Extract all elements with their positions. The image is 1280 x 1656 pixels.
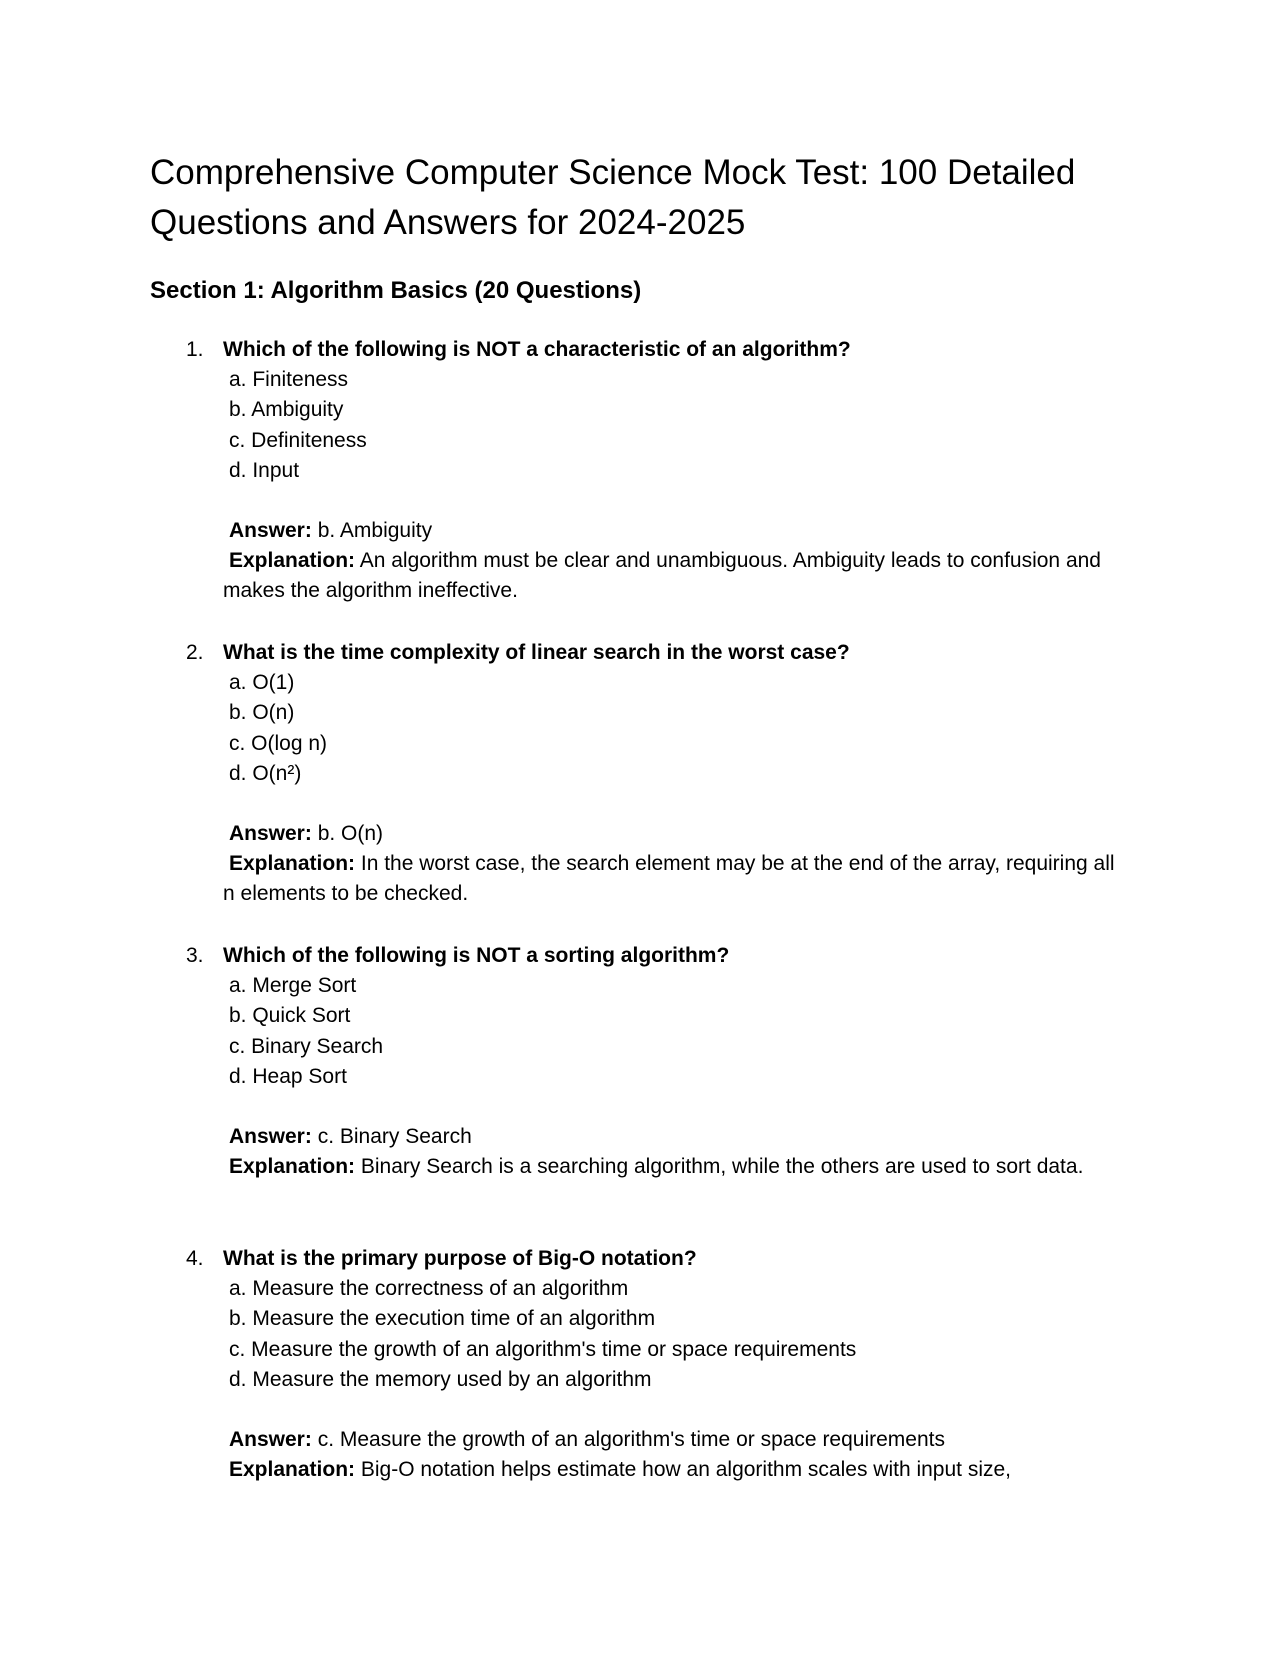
answer-label: Answer: bbox=[229, 822, 312, 845]
explanation-block bbox=[223, 1152, 1123, 1182]
answer-value: b. O(n) bbox=[317, 822, 384, 845]
answer-line bbox=[229, 1425, 945, 1455]
option-a: a. Measure the correctness of an algorithm bbox=[229, 1277, 629, 1301]
explanation-block bbox=[223, 546, 1123, 606]
question-number: 4. bbox=[186, 1247, 204, 1270]
answer-label: Answer: bbox=[229, 1428, 312, 1451]
option-d: d. Measure the memory used by an algorithm bbox=[229, 1367, 652, 1391]
option-list bbox=[229, 971, 383, 1092]
option-d: d. Input bbox=[229, 458, 300, 482]
section-heading: Section 1: Algorithm Basics (20 Questions) bbox=[150, 277, 642, 304]
explanation-label: Explanation: bbox=[229, 852, 356, 875]
explanation-text: In the worst case, the search element may be at the end of the array, requiring all n elements to be checked. bbox=[223, 852, 1115, 906]
option-b: b. Quick Sort bbox=[229, 1004, 351, 1028]
answer-line bbox=[229, 516, 432, 546]
question-text: What is the primary purpose of Big-O notation? bbox=[223, 1247, 697, 1270]
explanation-text: Binary Search is a searching algorithm, while the others are used to sort data. bbox=[360, 1155, 1084, 1178]
answer-label: Answer: bbox=[229, 519, 312, 542]
explanation-text: Big-O notation helps estimate how an algorithm scales with input size, bbox=[360, 1458, 1012, 1481]
option-c: c. Measure the growth of an algorithm's time or space requirements bbox=[229, 1337, 857, 1361]
explanation-label: Explanation: bbox=[229, 549, 356, 572]
question-number: 1. bbox=[186, 338, 204, 361]
question-number: 2. bbox=[186, 641, 204, 664]
question-text: What is the time complexity of linear search in the worst case? bbox=[223, 641, 850, 664]
option-d: d. O(n²) bbox=[229, 761, 302, 785]
option-d: d. Heap Sort bbox=[229, 1064, 347, 1088]
answer-value: b. Ambiguity bbox=[317, 519, 433, 542]
option-list bbox=[229, 1274, 856, 1395]
explanation-block bbox=[223, 849, 1123, 909]
option-list bbox=[229, 365, 367, 486]
option-c: c. Binary Search bbox=[229, 1034, 384, 1058]
answer-value: c. Measure the growth of an algorithm's time or space requirements bbox=[317, 1428, 945, 1451]
option-b: b. Ambiguity bbox=[229, 398, 344, 422]
document-title: Comprehensive Computer Science Mock Test: 100 Detailed Questions and Answers for 2024-2025 bbox=[150, 153, 1076, 242]
answer-line bbox=[229, 1122, 472, 1152]
answer-line bbox=[229, 819, 383, 849]
option-c: c. O(log n) bbox=[229, 731, 328, 755]
option-b: b. O(n) bbox=[229, 701, 295, 725]
option-a: a. Merge Sort bbox=[229, 974, 357, 998]
answer-label: Answer: bbox=[229, 1125, 312, 1148]
option-b: b. Measure the execution time of an algorithm bbox=[229, 1307, 656, 1331]
option-c: c. Definiteness bbox=[229, 428, 367, 452]
option-list bbox=[229, 668, 327, 789]
question-number: 3. bbox=[186, 944, 204, 967]
explanation-block bbox=[223, 1455, 1123, 1485]
option-a: a. Finiteness bbox=[229, 368, 349, 392]
explanation-label: Explanation: bbox=[229, 1155, 356, 1178]
question-text: Which of the following is NOT a characteristic of an algorithm? bbox=[223, 338, 851, 361]
answer-value: c. Binary Search bbox=[317, 1125, 472, 1148]
question-text: Which of the following is NOT a sorting algorithm? bbox=[223, 944, 730, 967]
explanation-text: An algorithm must be clear and unambiguous. Ambiguity leads to confusion and makes the algorithm ineffective. bbox=[223, 549, 1101, 603]
explanation-label: Explanation: bbox=[229, 1458, 356, 1481]
option-a: a. O(1) bbox=[229, 671, 295, 695]
